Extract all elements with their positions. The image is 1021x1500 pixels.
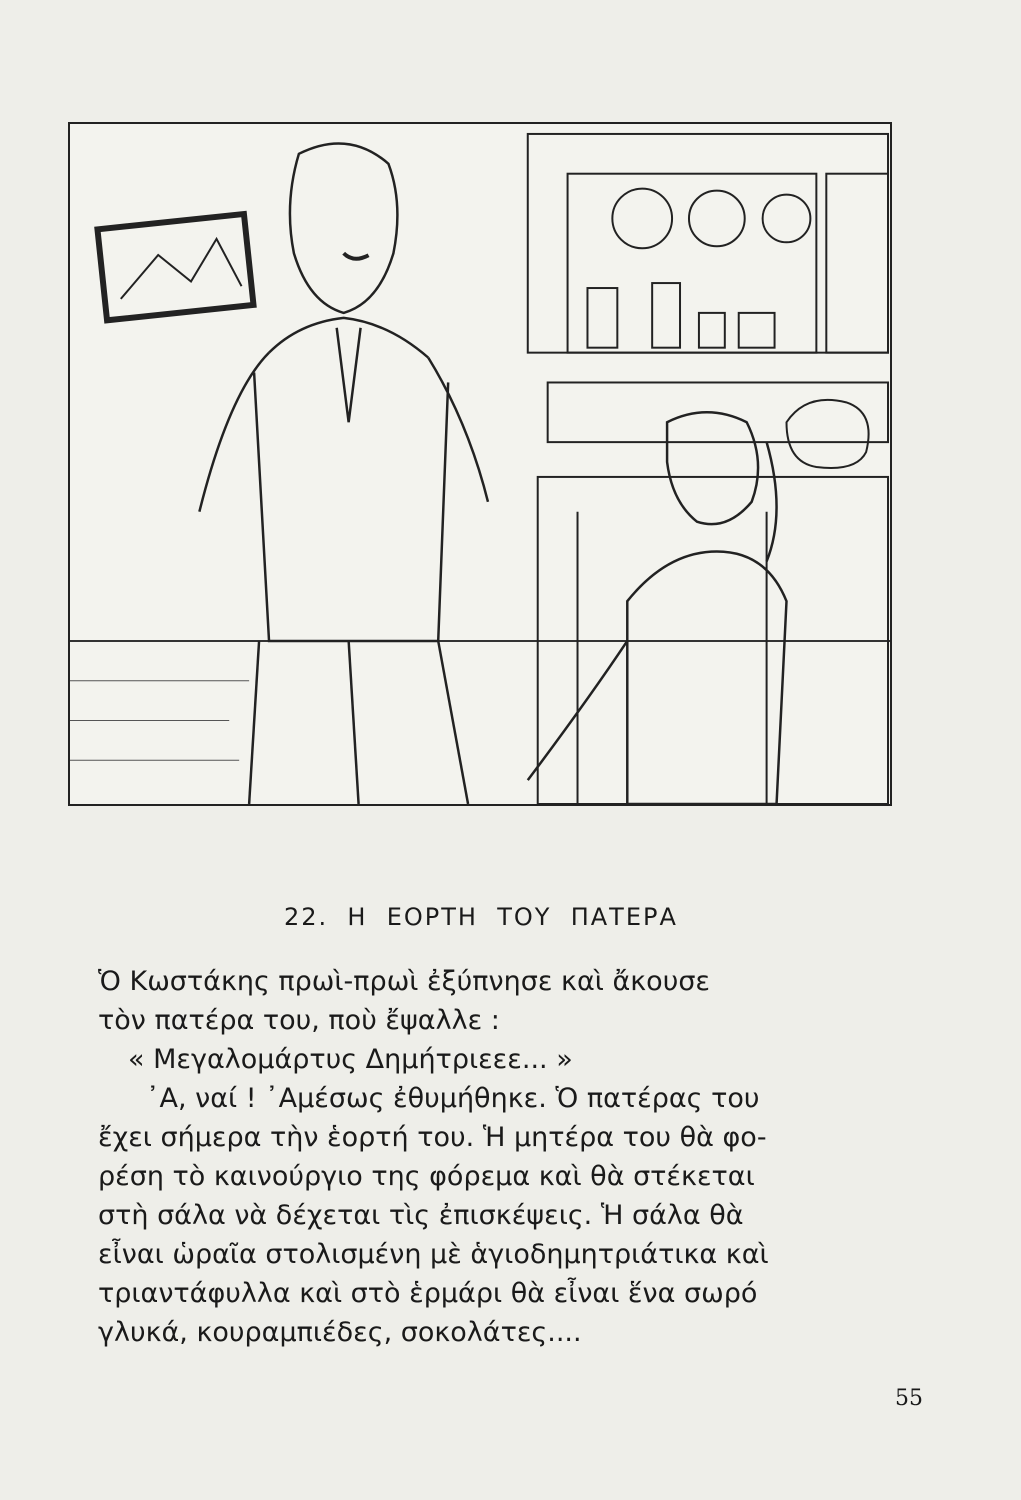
text-line: Ὁ Κωστάκης πρωὶ-πρωὶ ἐξύπνησε καὶ ἄκουσε (98, 966, 711, 997)
girl-figure (528, 412, 787, 804)
text-line: « Μεγαλομάρτυς Δημήτριεεε... » (128, 1044, 573, 1075)
story-paragraph (98, 962, 920, 1352)
illustration-drawing (70, 124, 890, 804)
text-line: γλυκά, κουραμπιέδες, σοκολάτες.... (98, 1317, 582, 1348)
text-line: ᾿Α, ναί ! ᾿Αμέσως ἐθυμήθηκε. Ὁ πατέρας του (146, 1083, 760, 1114)
wall-picture (97, 214, 253, 320)
text-line: εἶναι ὡραῖα στολισμένη μὲ ἁγιοδημητριάτικα καὶ (98, 1239, 769, 1270)
cupboard (528, 134, 888, 804)
text-line: στὴ σάλα νὰ δέχεται τὶς ἐπισκέψεις. Ἡ σάλα θὰ (98, 1200, 744, 1231)
text-line: ἔχει σήμερα τὴν ἑορτή του. Ἡ μητέρα του θὰ φο- (98, 1122, 767, 1153)
text-line: τὸν πατέρα του, ποὺ ἔψαλλε : (98, 1005, 500, 1036)
text-line: ρέση τὸ καινούργιο της φόρεμα καὶ θὰ στέκεται (98, 1161, 755, 1192)
page-number: 55 (895, 1386, 923, 1411)
father-figure (199, 143, 488, 804)
text-line: τριαντάφυλλα καὶ στὸ ἑρμάρι θὰ εἶναι ἕνα σωρό (98, 1278, 758, 1309)
section-heading: 22. Η ΕΟΡΤΗ ΤΟΥ ΠΑΤΕΡΑ (284, 903, 678, 931)
illustration-father-and-daughter (68, 122, 892, 806)
